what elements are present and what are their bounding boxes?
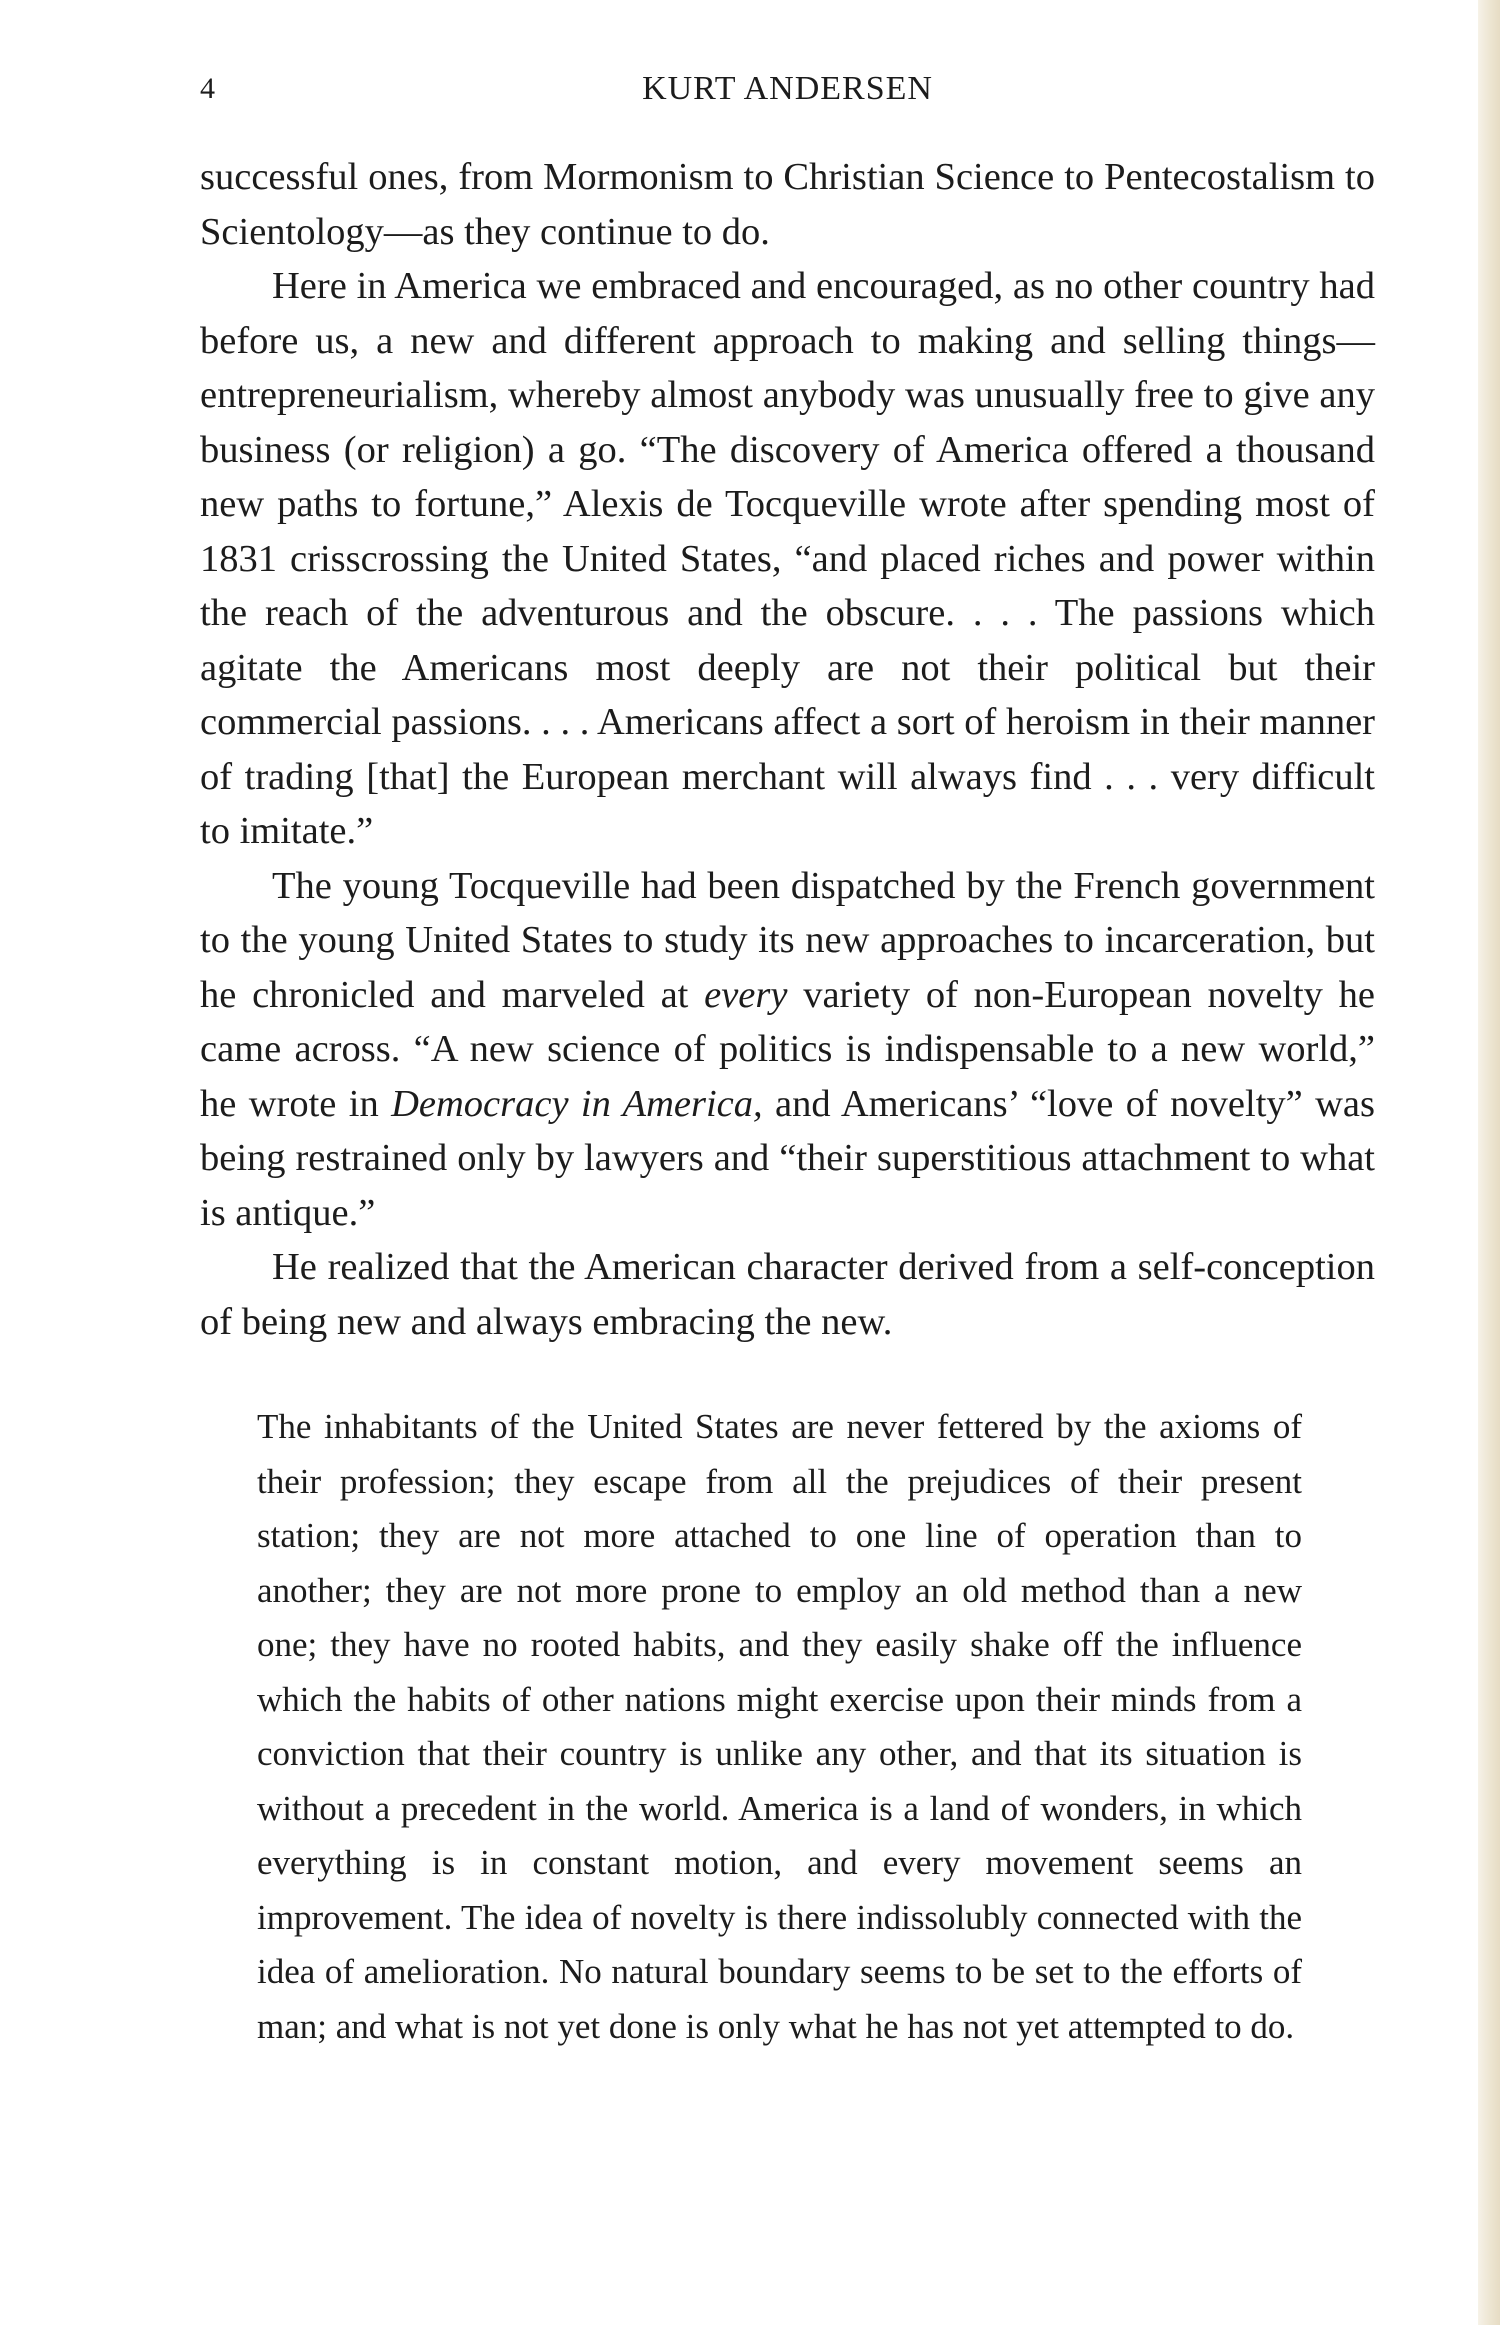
emphasis-every: every — [704, 973, 788, 1016]
paragraph-continued: successful ones, from Mormonism to Christian Science to Pentecostalism to Scientology—as they continue to do. — [200, 156, 1375, 253]
paragraph-entrepreneurialism: Here in America we embraced and encouraged, as no other country had before us, a new and different approach to making and selling things—entrepreneurialism, whereby almost anybody was unusually free to give any business (or religion) a go. “The discovery of America offered a thousand new paths to fortune,” Alexis de Tocqueville wrote after spending most of 1831 crisscrossing the United States, “and placed riches and power within the reach of the adventurous and the obscure. . . . The passions which agitate the Americans most deeply are not their political but their commercial passions. . . . Americans affect a sort of heroism in their manner of trading [that] the European merchant will always find . . . very difficult to imitate.” — [200, 265, 1375, 852]
paragraph-text: and Americans’ “love of novelty” was being restrained only by lawyers and “their superstitious attachment to what is antique.” — [200, 1082, 1375, 1234]
block-quote-text: The inhabitants of the United States are never fettered by the axioms of their profession; they escape from all the prejudices of their present station; they are not more attached to one line of operation than to another; they are not more prone to employ an old method than a new one; they have no rooted habits, and they easily shake off the influence which the habits of other nations might exercise upon their minds from a conviction that their country is unlike any other, and that its situation is without a precedent in the world. America is a land of wonders, in which everything is in constant motion, and every movement seems an improvement. The idea of novelty is there indissolubly connected with the idea of amelioration. No natural boundary seems to be set to the efforts of man; and what is not yet done is only what he has not yet attempted to do. — [257, 1407, 1302, 2046]
page-edge — [1478, 0, 1500, 2325]
paragraph-american-character: He realized that the American character derived from a self-conception of being new and always embracing the new. — [200, 1246, 1375, 1343]
running-head — [200, 64, 1375, 114]
block-quote — [257, 1400, 1302, 2054]
body-text — [200, 150, 1375, 1349]
paragraph-text: variety of non-European novelty he came across. “A new science of politics is indispensable to a new world,” he wrote in — [200, 973, 1375, 1125]
paragraph-tocqueville — [200, 859, 1375, 1241]
book-title-democracy-in-america: Democracy in America, — [391, 1082, 763, 1125]
page-number: 4 — [200, 72, 215, 105]
paragraph-text: The young Tocqueville had been dispatched by the French government to the young United States to study its new approaches to incarceration, but he chronicled and marveled at — [200, 864, 1375, 1016]
running-head-author: KURT ANDERSEN — [642, 70, 933, 107]
